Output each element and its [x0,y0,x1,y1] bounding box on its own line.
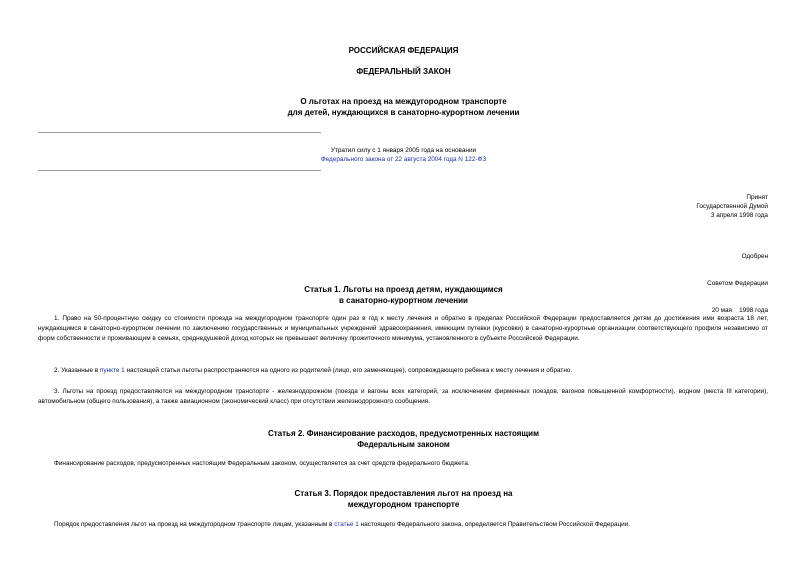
approved-line1: Одобрен [741,253,768,260]
article1-paragraph2 [38,366,768,376]
article1-paragraph3: 3. Льготы на проезд предоставляются на междугородном транспорте - железнодорожном (поезда и вагоны всех категорий, за исключением фирменных поездов, вагонов повышенной комфортности), водном (места III категории), автомобильном (общего пользования), а также авиационном (экономический класс) при отсутствии железнодорожного сообщения. [38,388,768,406]
article2-heading-line2: Федеральным законом [357,440,450,449]
adopted-line1: Принят [746,194,768,201]
article3-heading-line2: междугородном транспорте [347,500,460,509]
article3-paragraph [38,520,768,530]
article1-link[interactable]: статье 1 [334,521,359,528]
article3-text-after: настоящего Федерального закона, определяется Правительством Российской Федерации. [358,521,631,528]
article1-heading-line1: Статья 1. Льготы на проезд детям, нуждающимся [304,285,503,294]
law-title-line2: для детей, нуждающихся в санаторно-курортном лечении [287,108,520,117]
law-type-heading: ФЕДЕРАЛЬНЫЙ ЗАКОН [356,67,451,76]
article3-text-before: Порядок предоставления льгот на проезд на междугородном транспорте лицам, указанным в [54,521,335,528]
repeal-notice-text: Утратил силу с 1 января 2005 года на основании [330,147,477,154]
article2-paragraph: Финансирование расходов, предусмотренных настоящим Федеральным законом, осуществляется за счет средств федерального бюджета. [54,460,470,467]
article1-p2-text-after: настоящей статьи льготы распространяются на одного из родителей (лицо, его заменяющее), сопровождающего ребенка к месту лечения и обратно. [124,367,573,374]
law-title [0,96,807,118]
article3-heading [0,488,807,510]
law-title-line1: О льготах на проезд на междугородном транспорте [300,97,507,106]
article1-heading-line2: в санаторно-курортном лечении [339,296,468,305]
country-heading: РОССИЙСКАЯ ФЕДЕРАЦИЯ [348,46,459,55]
repeal-law-link[interactable]: Федерального закона от 22 августа 2004 года N 122-ФЗ [320,156,487,163]
article1-p2-text-before: 2. Указанные в [54,367,100,374]
article1-heading [0,284,807,306]
divider-bottom [38,170,321,171]
article1-paragraph1: 1. Право на 50-процентную скидку со стоимости проезда на междугородном транспорте один раз в год к месту лечения и обратно в пределах Российской Федерации предоставляется детям до достижения ими возраста 18 лет, нуждающимся в санаторно-курортном лечении по заключению государственных и муниципальных учреждений здравоохранения, имеющим путевки (курсовки) в санаторно-курортные организации соответствующего профиля независимо от форм собственности и проживающим в семьях, среднедушевой доход которых не превышает величину прожиточного минимума, установленного в субъекте Российской Федерации. [38,315,768,343]
adopted-line2: Государственной Думой [696,203,768,210]
adopted-block [568,193,768,220]
adopted-line3: 3 апреля 1998 года [710,212,768,219]
divider-top [38,132,321,133]
point1-link[interactable]: пункте 1 [99,367,125,374]
article2-heading [0,428,807,450]
approved-line2: Советом Федерации [707,280,768,287]
article2-heading-line1: Статья 2. Финансирование расходов, предусмотренных настоящим [267,429,540,438]
approved-line3: 20 мая 1998 года [711,307,768,314]
approved-block [568,234,768,324]
article3-heading-line1: Статья 3. Порядок предоставления льгот на проезд на [294,489,513,498]
repeal-notice [0,146,807,164]
